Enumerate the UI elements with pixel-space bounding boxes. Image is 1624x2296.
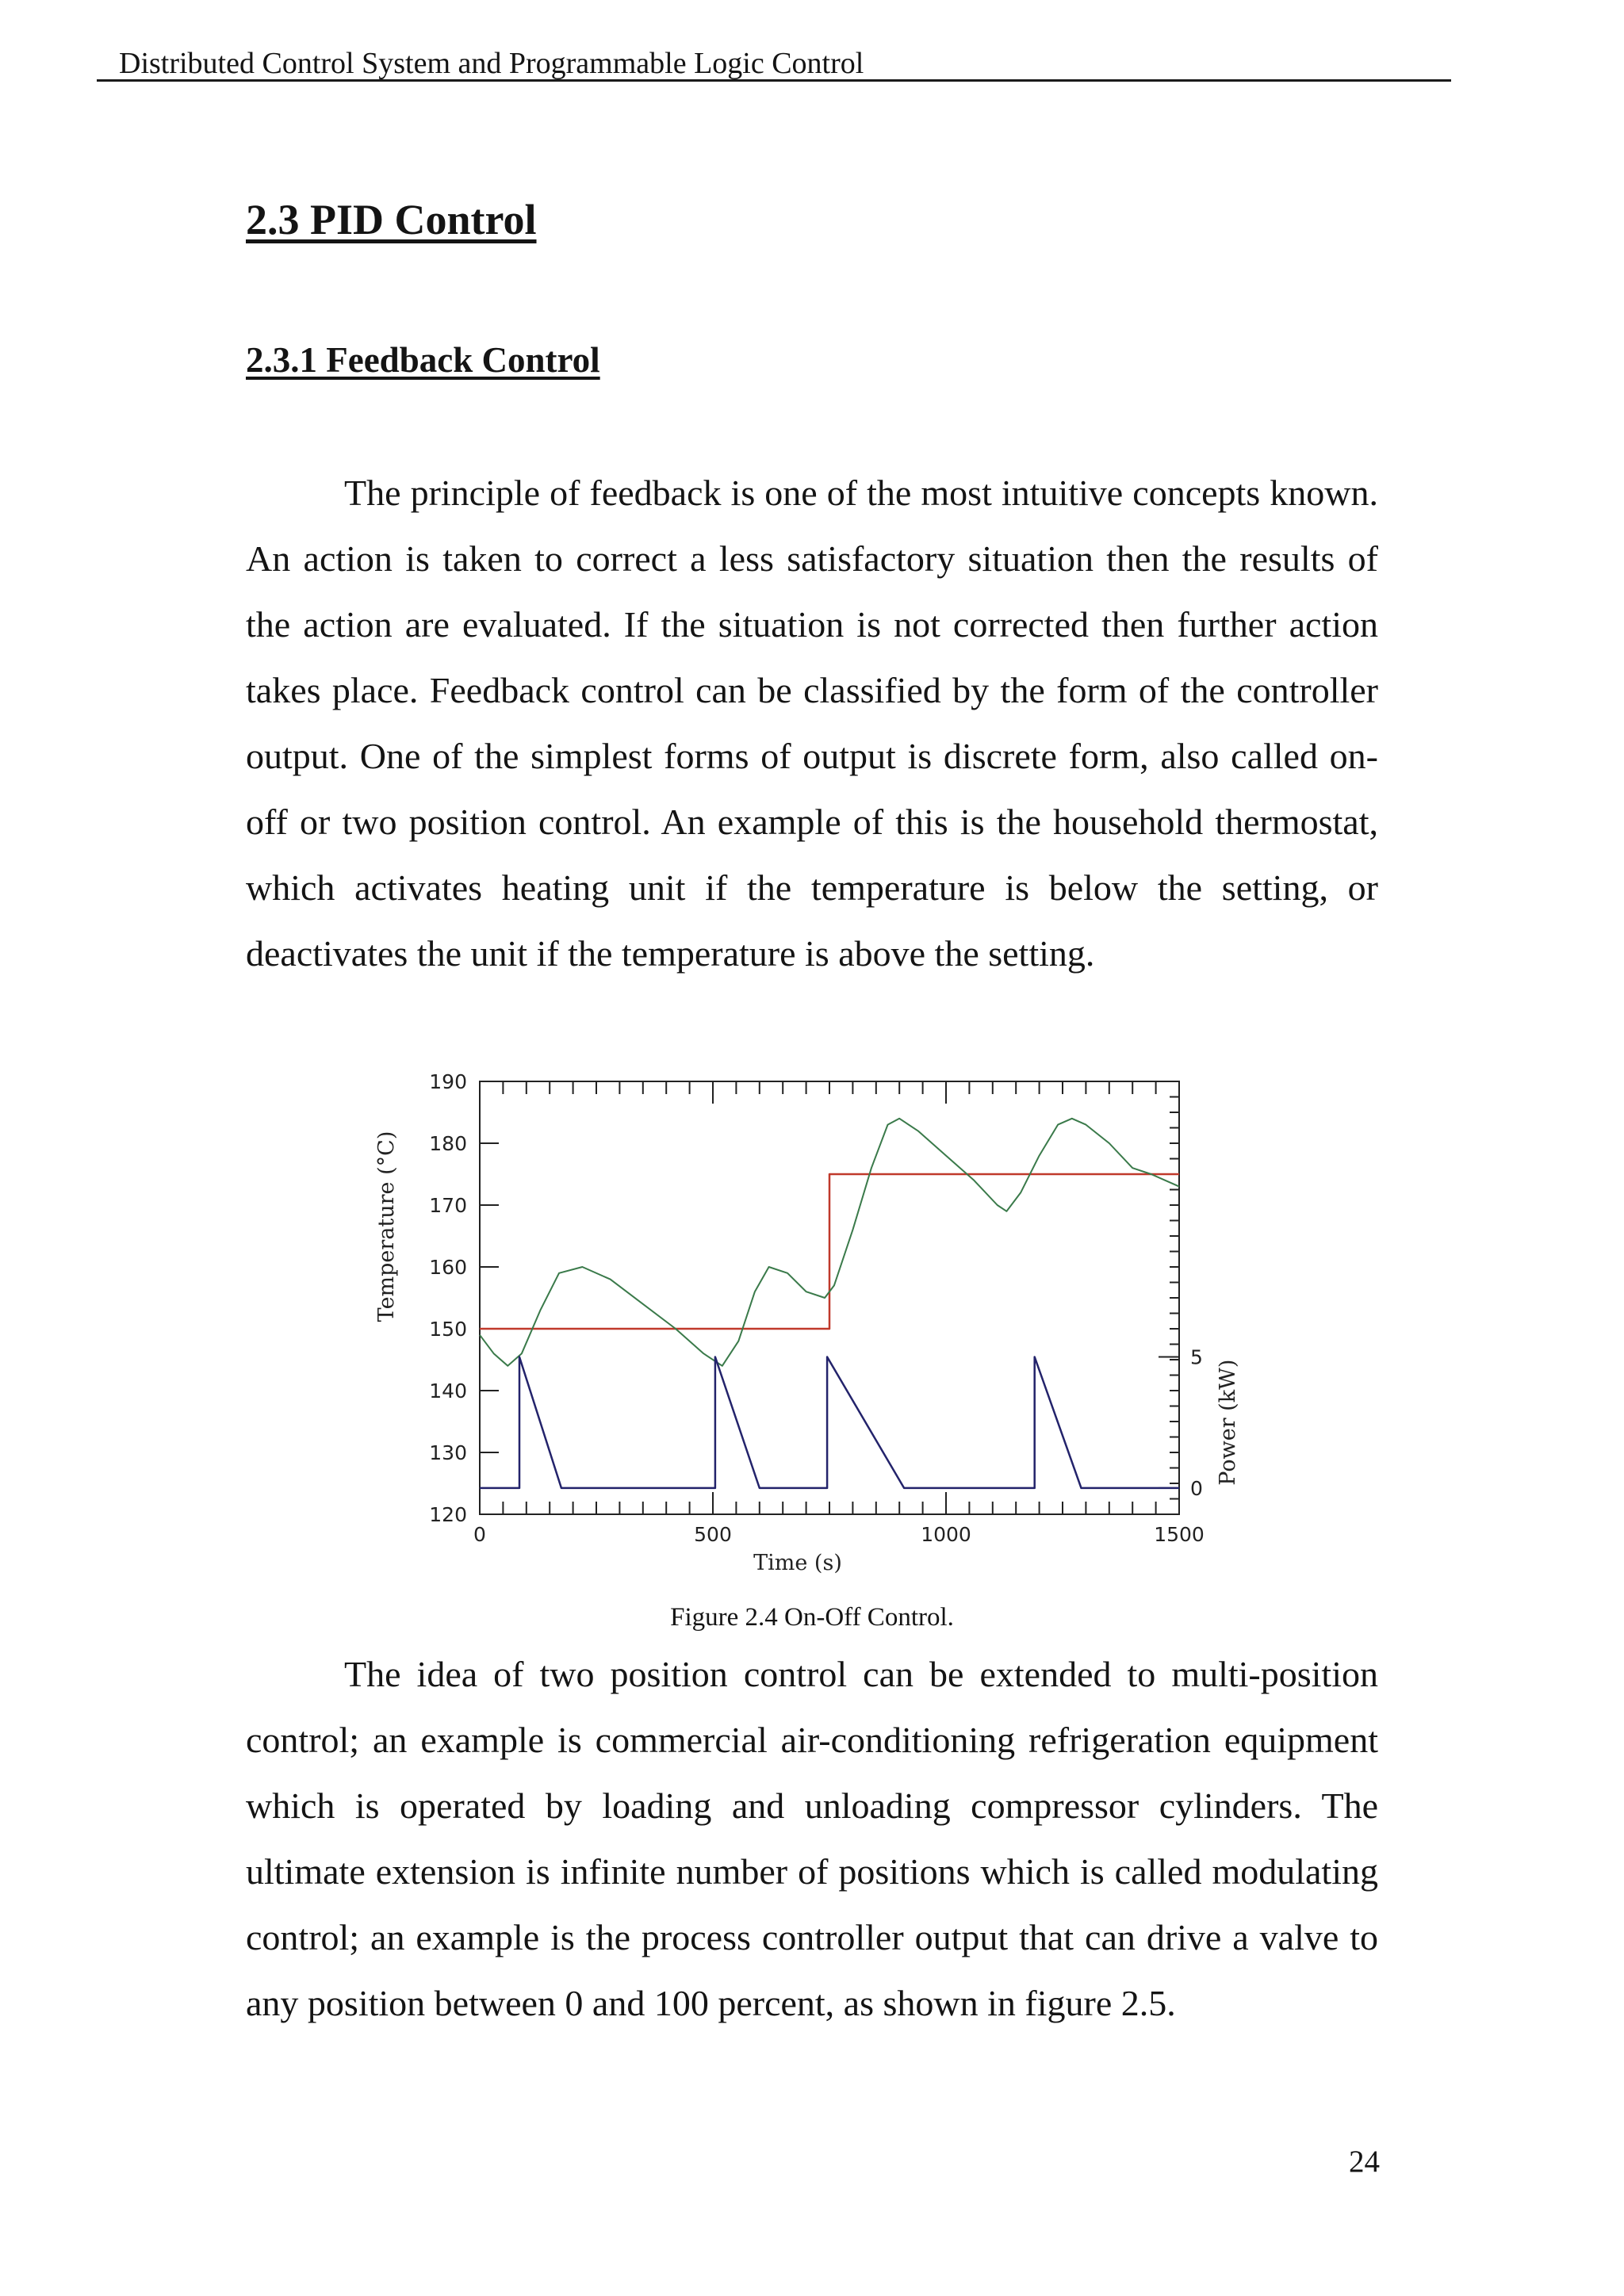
y2-axis-label: Power (kW) [1216,1359,1240,1486]
y2-tick-label: 0 [1190,1476,1203,1500]
y-tick-label: 140 [429,1380,467,1402]
paragraph-feedback-principle: The principle of feedback is one of the most intuitive concepts known. An action is taken to correct a less satisfactory situation then the results of the action are evaluated. If the situation is not corrected then further action takes place. Feedback control can be classified by the form of the controller output. One of the simplest forms of output is discrete form, also called on-off or two position control. An example of this is the household thermostat, which activates heating unit if the temperature is below the setting, or deactivates the unit if the temperature is above the setting. [246,473,1378,974]
y-tick-label: 130 [429,1441,467,1464]
y-tick-label: 120 [429,1503,467,1526]
y-axis-label: Temperature (°C) [374,1131,399,1322]
y-tick-label: 190 [429,1070,467,1093]
running-head: Distributed Control System and Programmable Logic Control [119,47,864,80]
figure-caption: Figure 2.4 On-Off Control. [670,1603,954,1632]
y-tick-label: 170 [429,1194,467,1217]
x-tick-label: 1500 [1154,1523,1205,1546]
y2-tick-label: 5 [1190,1345,1203,1369]
x-tick-label: 0 [473,1523,486,1546]
y-tick-label: 160 [429,1256,467,1279]
figure-on-off-control [365,1056,1253,1579]
x-axis-label: Time (s) [753,1551,842,1575]
x-tick-label: 1000 [921,1523,971,1546]
on-off-control-chart [365,1056,1253,1579]
paragraph-multi-position: The idea of two position control can be extended to multi-position control; an example is commercial air-conditioning refrigeration equipment which is operated by loading and unloading compressor cylinders. The ultimate extension is infinite number of positions which is called modulating control; an example is the process controller output that can drive a valve to any position between 0 and 100 percent, as shown in figure 2.5. [246,1654,1378,2023]
series-setpoint-line [480,1174,1179,1329]
page-number: 24 [1349,2145,1380,2179]
subsection-title: 2.3.1 Feedback Control [246,340,600,380]
section-title: 2.3 PID Control [246,196,537,243]
y-tick-label: 180 [429,1132,467,1155]
series-power-line [480,1357,1179,1488]
header-rule [97,79,1451,82]
y-tick-label: 150 [429,1318,467,1341]
x-tick-label: 500 [694,1523,732,1546]
